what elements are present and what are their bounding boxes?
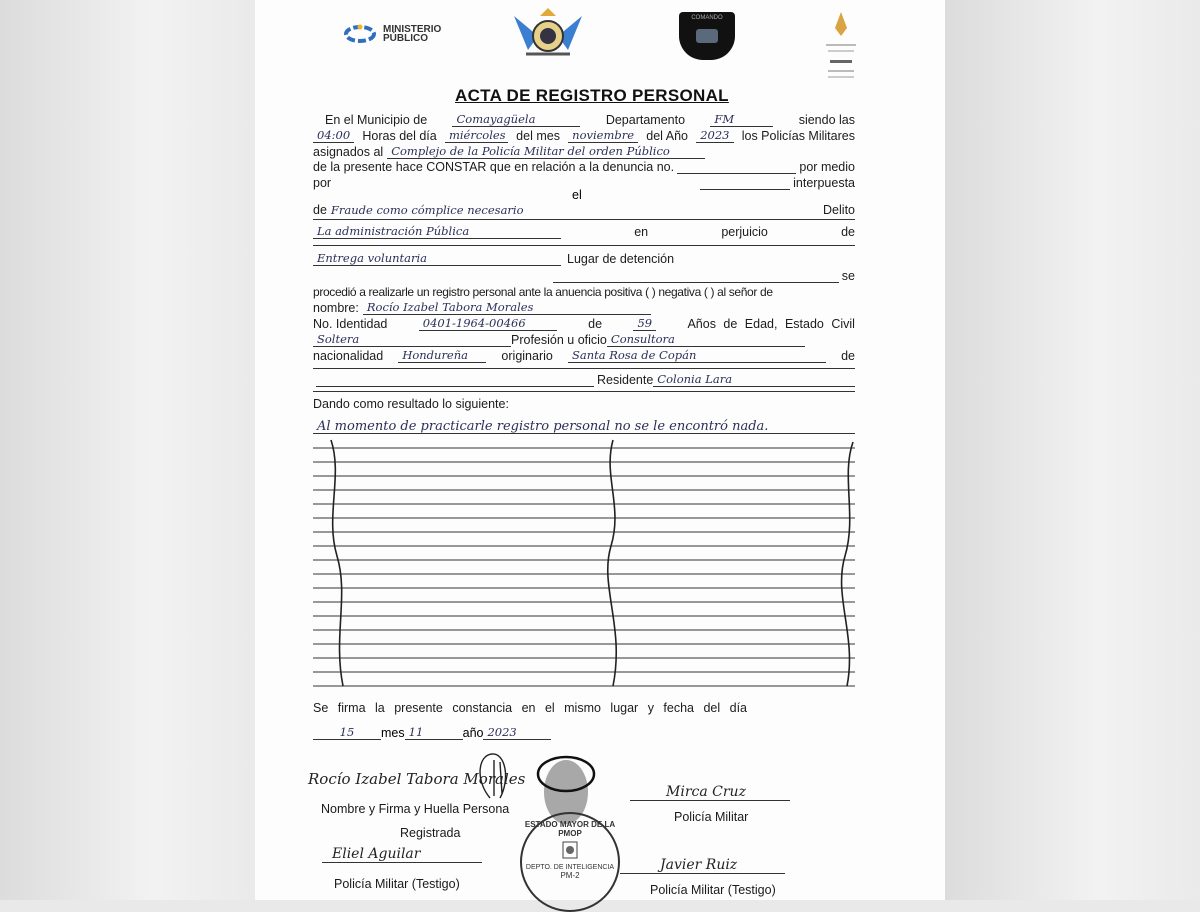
stamp-emblem-icon: [555, 838, 585, 862]
estado-civil-field: Soltera: [313, 333, 511, 347]
persona-signature: Rocío Izabel Tabora Morales: [308, 770, 526, 788]
profesion-field: Consultora: [607, 333, 805, 347]
crossed-out-lines: [313, 436, 858, 696]
edad-field: 59: [633, 317, 656, 331]
fecha-anio-field: 2023: [483, 726, 551, 740]
anio-field: 2023: [696, 129, 733, 143]
nacionalidad-field: Hondureña: [398, 349, 486, 363]
lugar-field: Entrega voluntaria: [313, 252, 561, 266]
el-label: el: [572, 188, 582, 202]
row-resultado-label: Dando como resultado lo siguiente:: [313, 397, 509, 411]
background-right: [945, 0, 1200, 900]
comando-shield-logo: COMANDO: [679, 12, 735, 60]
nombre-field: Rocío Izabel Tabora Morales: [363, 301, 651, 315]
delito-field: Fraude como cómplice necesario: [330, 203, 524, 217]
national-emblem-icon: [510, 6, 586, 58]
row-municipio: En el Municipio de Comayagüela Departamento FM siendo las: [325, 112, 855, 127]
row-nombre: nombre: Rocío Izabel Tabora Morales: [313, 301, 855, 315]
asignados-field: Complejo de la Policía Militar del orden Público: [387, 145, 705, 159]
fecha-dia-field: 15: [313, 726, 381, 740]
ministerio-ring-icon: [343, 24, 377, 44]
ministerio-publico-logo: MINISTERIO PÚBLICO: [343, 24, 463, 44]
background-left: [0, 0, 255, 900]
row-nacionalidad: nacionalidad Hondureña originario Santa Rosa de Copán de: [313, 348, 855, 363]
residente-field: Colonia Lara: [653, 373, 855, 387]
row-asignados: asignados al Complejo de la Policía Militar del orden Público: [313, 145, 855, 159]
row-se: se: [313, 269, 855, 283]
row-resultado: [313, 420, 855, 434]
resultado-field: Al momento de practicarle registro personal no se le encontró nada.: [313, 420, 855, 434]
testigo1-signature: Eliel Aguilar: [322, 846, 482, 863]
municipio-field: Comayagüela: [452, 113, 580, 127]
signature-scribble: [470, 750, 515, 800]
official-stamp: ESTADO MAYOR DE LA PMOP DEPTO. DE INTELIGENCIA PM-2: [520, 812, 620, 912]
testigo2-signature: Javier Ruiz: [620, 857, 785, 874]
row-interpuesta: por interpuesta: [313, 176, 855, 190]
row-lugar: Entrega voluntaria Lugar de detención: [313, 252, 855, 266]
fecha-mes-field: 11: [405, 726, 463, 740]
row-fecha: 15 mes 11 año 2023: [313, 726, 551, 740]
departamento-field: FM: [710, 113, 773, 127]
originario-field: Santa Rosa de Copán: [568, 349, 826, 363]
row-constar: de la presente hace CONSTAR que en relación a la denuncia no. por medio: [313, 160, 855, 174]
mes-field: noviembre: [568, 129, 638, 143]
row-procedio: procedió a realizarle un registro personal ante la anuencia positiva ( ) negativa ( ) al señor de: [313, 285, 773, 299]
hora-field: 04:00: [313, 129, 354, 143]
identidad-field: 0401-1964-00466: [419, 317, 557, 331]
row-firma: Se firma la presente constancia en el mismo lugar y fecha del día: [313, 701, 747, 715]
perjuicio-field: La administración Pública: [313, 225, 561, 239]
document-title: ACTA DE REGISTRO PERSONAL: [455, 86, 729, 105]
policia-signature: Mirca Cruz: [630, 784, 790, 801]
row-hora: 04:00 Horas del día miércoles del mes noviembre del Año 2023 los Policías Militares: [313, 129, 855, 143]
dia-field: miércoles: [445, 129, 508, 143]
row-perjuicio: La administración Pública en perjuicio de: [313, 225, 855, 239]
row-delito: de Fraude como cómplice necesario Delito: [313, 203, 855, 217]
honduras-emblem-icon: [818, 10, 864, 86]
row-identidad: No. Identidad 0401-1964-00466 de 59 Años de Edad, Estado Civil: [313, 316, 855, 331]
row-residente: Residente Colonia Lara: [313, 373, 855, 387]
shield-emblem-icon: [696, 29, 718, 43]
row-profesion: Soltera Profesión u oficio Consultora: [313, 333, 855, 347]
